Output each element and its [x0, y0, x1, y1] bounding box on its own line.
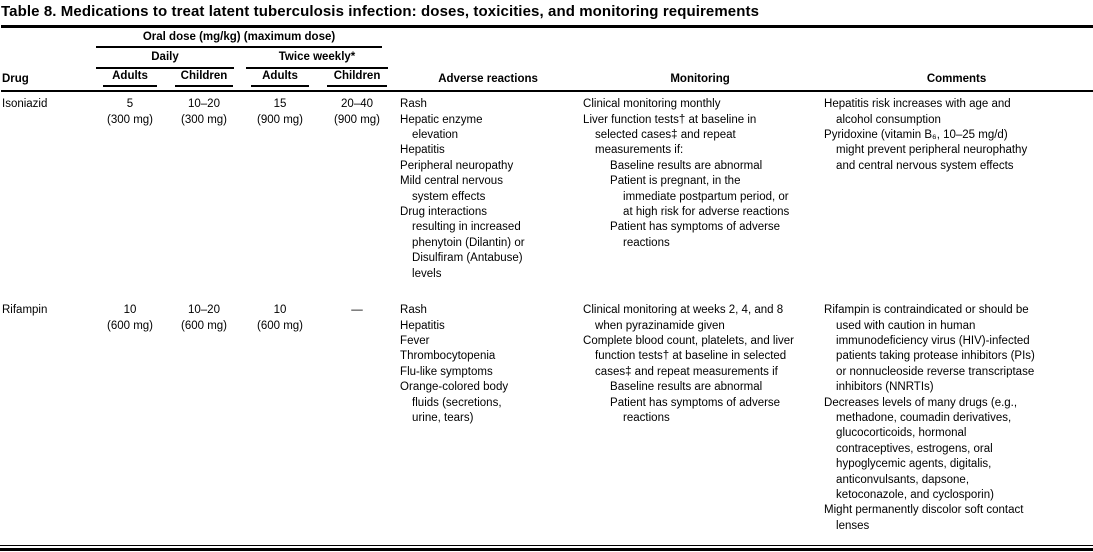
table-bottom-rule [0, 545, 1093, 551]
dose-value: 10–20 [188, 98, 220, 111]
text-line: Patient is pregnant, in the immediate postpartum period, or at high risk for adverse reactions [610, 175, 790, 219]
text-line: Complete blood count, platelets, and liver function tests† at baseline in selected cases‡ and repeat measurements if [583, 334, 795, 378]
medications-table [1, 25, 1093, 534]
adverse-reactions-cell [396, 282, 580, 534]
header-row-columns [1, 69, 1093, 91]
dose-twice-weekly-children [318, 282, 396, 534]
dose-maximum: (900 mg) [334, 113, 381, 126]
daily-adults-header: Adults [103, 69, 157, 87]
text-line: Hepatic enzyme elevation [400, 113, 483, 142]
text-line: Rifampin is contraindicated or should be used with caution in human immunodeficiency virus (HIV)-infected patients taking protease inhibitors (PIs) or nonnucleoside reverse transcriptase inhibitors (NNRTIs) [824, 304, 1035, 394]
comments-column-header: Comments [820, 69, 1093, 91]
twice-weekly-adults-header-cell [242, 69, 318, 91]
daily-group-header: Daily [96, 50, 234, 68]
text-line: Clinical monitoring monthly [583, 98, 721, 111]
dose-daily-children [166, 91, 242, 282]
dose-value: — [351, 304, 363, 317]
daily-group-cell [94, 48, 242, 68]
text-line: Hepatitis [400, 319, 445, 332]
header-row-dose-group [1, 27, 1093, 49]
dose-maximum: (900 mg) [256, 113, 304, 126]
daily-children-header-cell [166, 69, 242, 91]
daily-adults-header-cell [94, 69, 166, 91]
dose-daily-adults [94, 91, 166, 282]
header-spacer [1, 27, 94, 49]
table-body [1, 91, 1093, 534]
monitoring-column-header: Monitoring [580, 69, 820, 91]
header-spacer [396, 27, 1093, 49]
adverse-reactions-column-header: Adverse reactions [396, 69, 580, 91]
text-line: Thrombocytopenia [400, 350, 496, 363]
table-title: Table 8. Medications to treat latent tuberculosis infection: doses, toxicities, and monitoring requirements [1, 3, 760, 20]
text-line: Hepatitis risk increases with age and alcohol consumption [824, 98, 1011, 126]
text-line: Patient has symptoms of adverse reactions [610, 221, 781, 249]
adverse-reactions-cell [396, 91, 580, 282]
drug-name: Rifampin [2, 304, 48, 317]
text-line: Baseline results are abnormal [610, 159, 763, 172]
text-line: Rash [400, 98, 427, 111]
text-line: Patient has symptoms of adverse reactions [610, 396, 781, 424]
dose-maximum: (300 mg) [180, 113, 228, 126]
dose-maximum: (600 mg) [106, 319, 154, 332]
text-line: Clinical monitoring at weeks 2, 4, and 8 when pyrazinamide given [583, 304, 784, 332]
comments-cell [820, 282, 1093, 534]
drug-column-header: Drug [1, 69, 94, 91]
dose-value: 10–20 [188, 304, 220, 317]
text-line: Might permanently discolor soft contact lenses [824, 504, 1024, 532]
comments-cell [820, 91, 1093, 282]
dose-value: 15 [273, 98, 287, 111]
twice-weekly-adults-header: Adults [251, 69, 309, 87]
dose-twice-weekly-children [318, 91, 396, 282]
header-spacer [1, 48, 94, 68]
text-line: Drug interactions resulting in increased phenytoin (Dilantin) or Disulfiram (Antabuse) levels [400, 206, 525, 280]
monitoring-cell [580, 282, 820, 534]
twice-weekly-group-cell [242, 48, 396, 68]
text-line: Baseline results are abnormal [610, 381, 763, 394]
twice-weekly-group-header: Twice weekly* [246, 50, 388, 68]
text-line: Orange-colored body fluids (secretions, urine, tears) [400, 381, 509, 424]
dose-maximum: (600 mg) [256, 319, 304, 332]
oral-dose-group-header: Oral dose (mg/kg) (maximum dose) [96, 30, 382, 48]
text-line: Rash [400, 304, 427, 317]
text-line: Hepatitis [400, 144, 445, 157]
dose-maximum: (300 mg) [106, 113, 154, 126]
monitoring-cell [580, 91, 820, 282]
header-row-frequency [1, 48, 1093, 68]
dose-twice-weekly-adults [242, 282, 318, 534]
dose-twice-weekly-adults [242, 91, 318, 282]
text-line: Peripheral neuropathy [400, 159, 514, 172]
text-line: Flu-like symptoms [400, 365, 493, 378]
text-line: Fever [400, 334, 430, 347]
text-line: Pyridoxine (vitamin B₆, 10–25 mg/d) might prevent peripheral neurophathy and central nervous system effects [824, 129, 1028, 172]
dose-daily-children [166, 282, 242, 534]
twice-weekly-children-header: Children [327, 69, 387, 87]
oral-dose-group-cell [94, 27, 396, 49]
text-line: Decreases levels of many drugs (e.g., methadone, coumadin derivatives, glucocorticoids, hormonal contraceptives, estrogens, oral hypoglycemic agents, digitalis, anticonvulsants, dapsone, ketoconazole, and cyclosporin) [824, 396, 1018, 501]
header-spacer [396, 48, 1093, 68]
table-header [1, 27, 1093, 92]
twice-weekly-children-header-cell [318, 69, 396, 91]
dose-value: 10 [273, 304, 287, 317]
dose-daily-adults [94, 282, 166, 534]
drug-name: Isoniazid [2, 98, 48, 111]
daily-children-header: Children [175, 69, 233, 87]
text-line: Liver function tests† at baseline in selected cases‡ and repeat measurements if: [583, 113, 757, 157]
table-row-isoniazid [1, 91, 1093, 282]
dose-maximum: (600 mg) [180, 319, 228, 332]
dose-value: 5 [126, 98, 134, 111]
dose-value: 20–40 [341, 98, 374, 111]
text-line: Mild central nervous system effects [400, 175, 503, 203]
dose-value: 10 [123, 304, 137, 317]
table-row-rifampin [1, 282, 1093, 534]
